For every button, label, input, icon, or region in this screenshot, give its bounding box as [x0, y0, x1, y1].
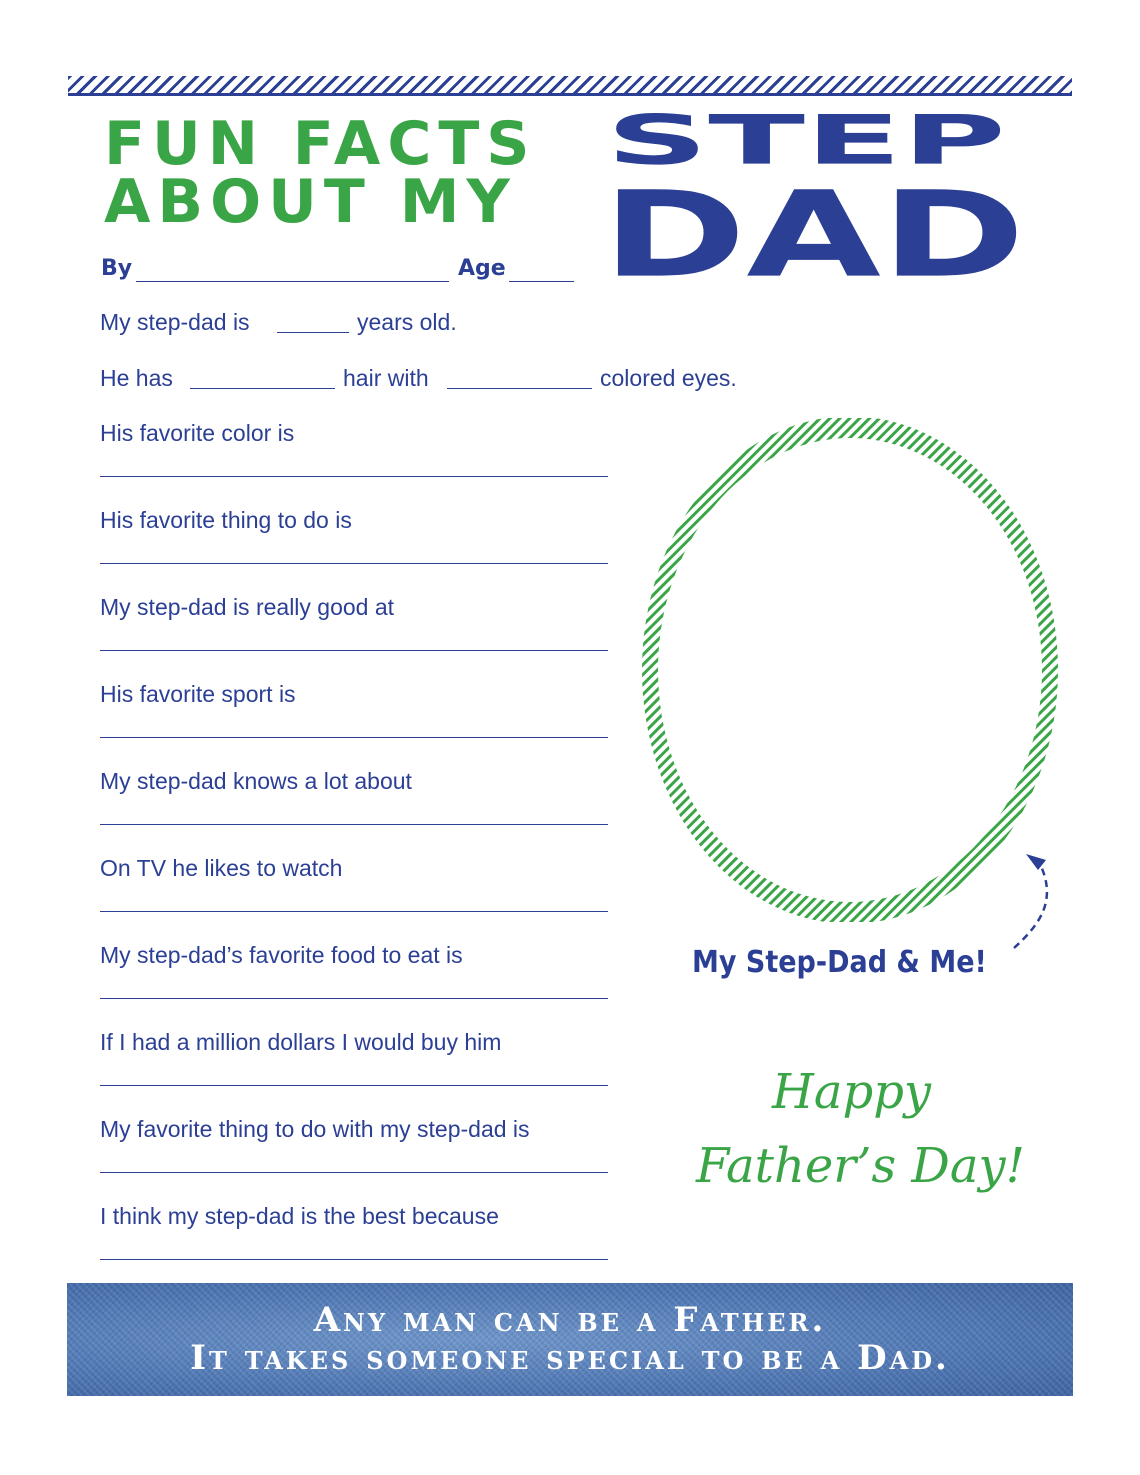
question-favorite-color: His favorite color is: [100, 420, 295, 446]
answer-line-favorite-together[interactable]: [100, 1172, 608, 1173]
greeting-fathers-day: Father’s Day!: [696, 1138, 1025, 1194]
age-sentence-start: My step-dad is: [100, 309, 250, 335]
question-favorite-thing: His favorite thing to do is: [100, 507, 352, 533]
hair-sentence-start: He has: [100, 365, 173, 391]
title-dad: DAD: [602, 165, 1026, 304]
question-knows-about: My step-dad knows a lot about: [100, 768, 412, 794]
question-million-dollars: If I had a million dollars I would buy him: [100, 1029, 502, 1055]
quote-line-2: It takes someone special to be a Dad.: [190, 1338, 950, 1378]
quote-banner: [67, 1283, 1073, 1396]
age-blank[interactable]: [509, 281, 574, 282]
answer-line-favorite-sport[interactable]: [100, 737, 608, 738]
title-about-my: ABOUT MY: [104, 167, 517, 237]
title-fun-facts: FUN FACTS: [104, 109, 537, 179]
answer-line-knows-about[interactable]: [100, 824, 608, 825]
age-sentence-end: years old.: [357, 309, 457, 335]
answer-line-million-dollars[interactable]: [100, 1085, 608, 1086]
photo-caption: My Step-Dad & Me!: [692, 945, 987, 980]
top-stripe-border: [68, 76, 1072, 96]
name-blank[interactable]: [136, 281, 449, 282]
age-label: Age: [458, 256, 506, 281]
answer-line-favorite-color[interactable]: [100, 476, 608, 477]
answer-line-favorite-food[interactable]: [100, 998, 608, 999]
question-favorite-food: My step-dad’s favorite food to eat is: [100, 942, 463, 968]
hair-color-blank[interactable]: [190, 388, 335, 389]
question-tv: On TV he likes to watch: [100, 855, 343, 881]
question-favorite-sport: His favorite sport is: [100, 681, 296, 707]
question-favorite-together: My favorite thing to do with my step-dad is: [100, 1116, 530, 1142]
answer-line-favorite-thing[interactable]: [100, 563, 608, 564]
answer-line-good-at[interactable]: [100, 650, 608, 651]
answer-line-best-because[interactable]: [100, 1259, 608, 1260]
title-step: STEP: [606, 100, 1006, 180]
quote-line-1: Any man can be a Father.: [313, 1300, 827, 1340]
question-good-at: My step-dad is really good at: [100, 594, 395, 620]
eye-color-blank[interactable]: [447, 388, 592, 389]
dashed-curved-arrow-icon: [1000, 840, 1070, 960]
question-best-because: I think my step-dad is the best because: [100, 1203, 499, 1229]
hair-sentence-middle: hair with: [343, 365, 429, 391]
greeting-happy: Happy: [772, 1064, 932, 1120]
hair-sentence-end: colored eyes.: [600, 365, 737, 391]
step-dad-age-blank[interactable]: [277, 332, 349, 333]
by-label: By: [101, 256, 133, 281]
answer-line-tv[interactable]: [100, 911, 608, 912]
